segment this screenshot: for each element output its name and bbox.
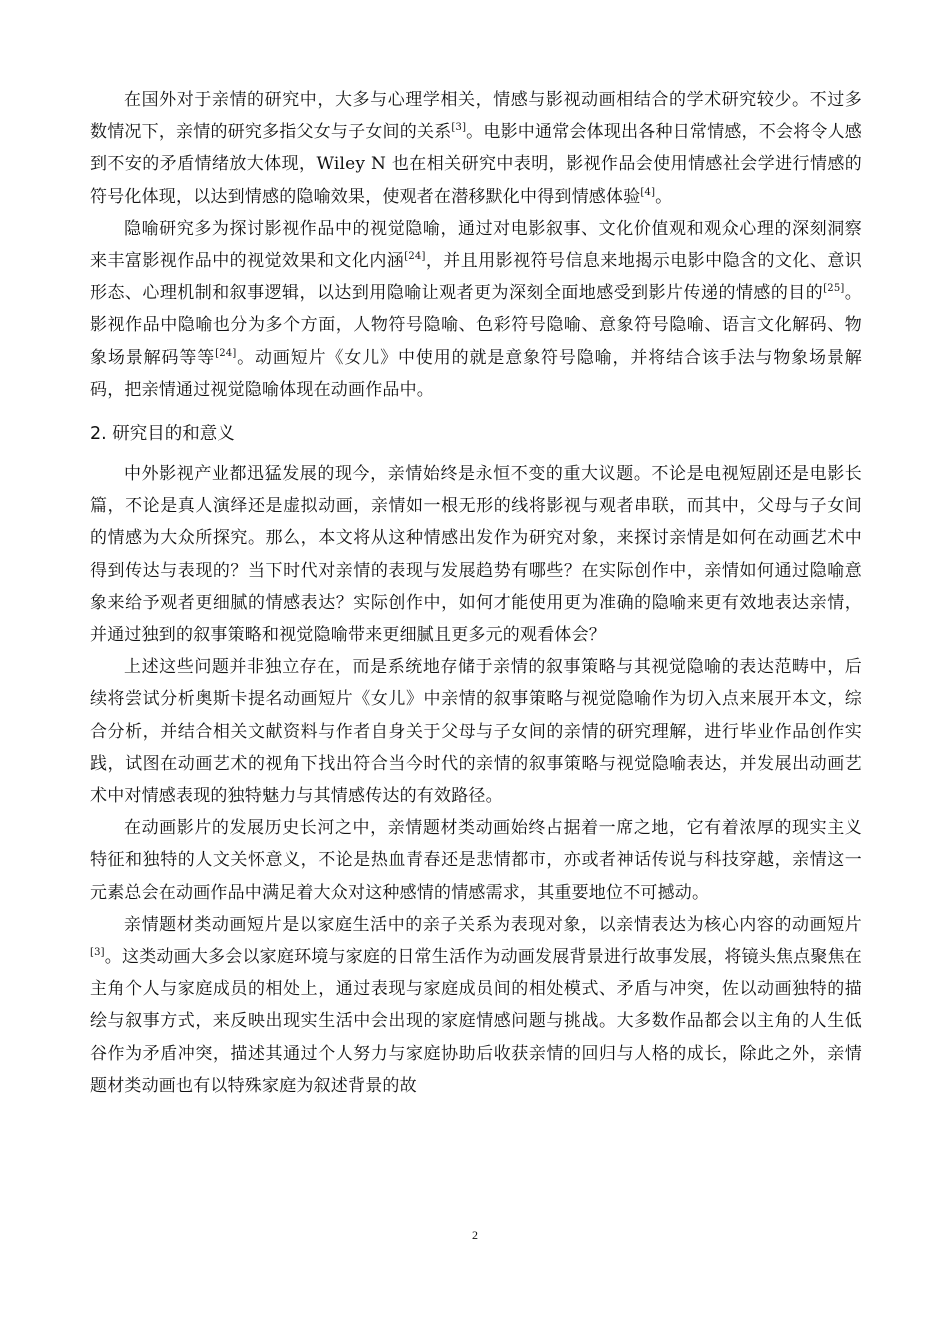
citation-marker: [3] xyxy=(451,122,467,134)
text-run: 。动画短片《女儿》中使用的就是意象符号隐喻，并将结合该手法与物象场景解码，把亲情通过视觉隐喻体现在动画作品中。 xyxy=(90,347,863,400)
citation-marker: [25] xyxy=(823,283,845,295)
citation-marker: [24] xyxy=(215,347,237,359)
page-body xyxy=(90,84,862,1102)
text-run: 。这类动画大多会以家庭环境与家庭的日常生活作为动画发展背景进行故事发展，将镜头焦点聚焦在主角个人与家庭成员的相处上，通过表现与家庭成员间的相处模式、矛盾与冲突，佐以动画独特的描绘与叙事方式，来反映出现实生活中会出现的家庭情感问题与挑战。大多数作品都会以主角的人生低谷作为矛盾冲突，描述其通过个人努力与家庭协助后收获亲情的回归与人格的成长，除此之外，亲情题材类动画也有以特殊家庭为叙述背景的故 xyxy=(90,947,862,1096)
text-run: 中外影视产业都迅猛发展的现今，亲情始终是永恒不变的重大议题。不论是电视短剧还是电影长篇，不论是真人演绎还是虚拟动画，亲情如一根无形的线将影视与观者串联，而其中，父母与子女间的情感为大众所探究。那么，本文将从这种情感出发作为研究对象，来探讨亲情是如何在动画艺术中得到传达与表现的？当下时代对亲情的表现与发展趋势有哪些？在实际创作中，亲情如何通过隐喻意象来给予观者更细腻的情感表达？实际创作中，如何才能使用更为准确的隐喻来更有效地表达亲情，并通过独到的叙事策略和视觉隐喻带来更细腻且更多元的观看体会？ xyxy=(90,464,862,646)
paragraph xyxy=(90,458,862,651)
paragraph xyxy=(90,84,862,213)
text-run: 在国外对于亲情的研究中，大多与心理学相关，情感与影视动画相结合的学术研究较少。不过多数情况下，亲情的研究多指父女与子女间的关系 xyxy=(90,90,862,143)
section-heading: 2. 研究目的和意义 xyxy=(90,424,235,445)
text-run: 上述这些问题并非独立存在，而是系统地存储于亲情的叙事策略与其视觉隐喻的表达范畴中，后续将尝试分析奥斯卡提名动画短片《女儿》中亲情的叙事策略与视觉隐喻作为切入点来展开本文，综合分析，并结合相关文献资料与作者自身关于父母与子女间的亲情的研究理解，进行毕业作品创作实践，试图在动画艺术的视角下找出符合当今时代的亲情的叙事策略与视觉隐喻表达，并发展出动画艺术中对情感表现的独特魅力与其情感传达的有效路径。 xyxy=(90,657,862,807)
citation-marker: [3] xyxy=(90,947,105,959)
citation-marker: [24] xyxy=(404,251,426,263)
text-run: ，并且用影视符号信息来地揭示电影中隐含的文化、意识形态、心理机制和叙事逻辑，以达到用隐喻让观者更为深刻全面地感受到影片传递的情感的目的 xyxy=(90,251,862,304)
page-number: 2 xyxy=(472,1228,478,1242)
paragraph xyxy=(90,213,862,406)
paragraph xyxy=(90,909,862,1102)
paragraph xyxy=(90,812,862,909)
text-run: 在动画影片的发展历史长河之中，亲情题材类动画始终占据着一席之地，它有着浓厚的现实主义特征和独特的人文关怀意义，不论是热血青春还是悲情都市，亦或者神话传说与科技穿越，亲情这一元素总会在动画作品中满足着大众对这种感情的情感需求，其重要地位不可撼动。 xyxy=(90,818,862,903)
intro-paragraphs xyxy=(90,84,862,406)
citation-marker: [4] xyxy=(640,186,656,198)
text-run: 隐喻研究多为探讨影视作品中的视觉隐喻，通过对电影叙事、文化价值观和观众心理的深刻洞察来丰富影视作品中的视觉效果和文化内涵 xyxy=(90,218,862,272)
paragraph xyxy=(90,651,862,812)
text-run: 。电影中通常会体现出各种日常情感，不会将令人感到不安的矛盾情绪放大体现，Wiley N 也在相关研究中表明，影视作品会使用情感社会学进行情感的符号化体现，以达到情感的隐喻效果，使观者在潜移默化中得到情感体验 xyxy=(90,122,862,207)
text-run: 亲情题材类动画短片是以家庭生活中的亲子关系为表现对象，以亲情表达为核心内容的动画短片 xyxy=(124,914,862,935)
section-paragraphs xyxy=(90,458,862,1102)
text-run: 。影视作品中隐喻也分为多个方面，人物符号隐喻、色彩符号隐喻、意象符号隐喻、语言文化解码、物象场景解码等等 xyxy=(90,283,862,368)
text-run: 。 xyxy=(655,186,673,207)
